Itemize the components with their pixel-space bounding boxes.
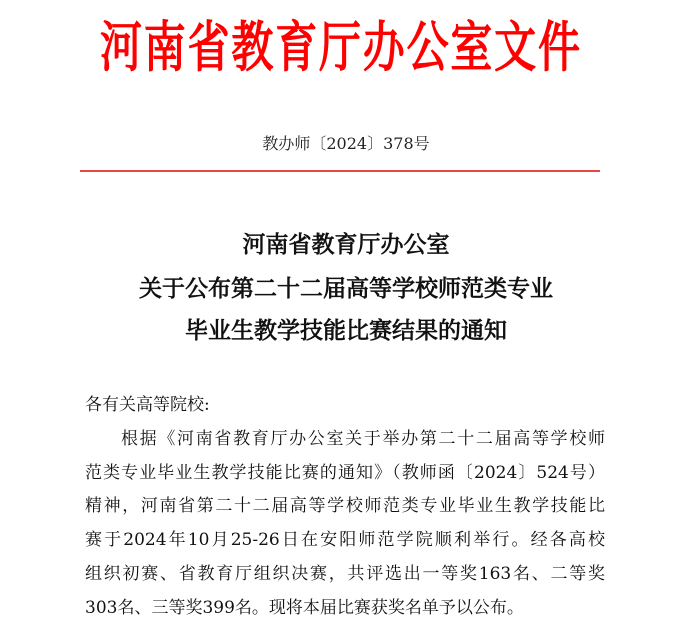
salutation: 各有关高等院校:	[85, 395, 210, 415]
body-line-5: 组织初赛、省教育厅组织决赛，共评选出一等奖163名、二等奖	[85, 564, 605, 584]
red-divider	[80, 170, 600, 172]
body-line-4: 赛于2024年10月25-26日在安阳师范学院顺利举行。经各高校	[85, 530, 605, 550]
title-line-1: 河南省教育厅办公室	[242, 231, 450, 258]
body-line-3: 精神，河南省第二十二届高等学校师范类专业毕业生教学技能比	[85, 496, 605, 516]
body-line-1: 根据《河南省教育厅办公室关于举办第二十二届高等学校师	[121, 429, 605, 449]
body-line-2: 范类专业毕业生教学技能比赛的通知》（教师函〔2024〕524号）	[85, 463, 605, 483]
document-number: 教办师〔2024〕378号	[262, 134, 430, 153]
title-line-2: 关于公布第二十二届高等学校师范类专业	[139, 275, 553, 302]
title-line-3: 毕业生教学技能比赛结果的通知	[185, 317, 507, 344]
document-masthead: 河南省教育厅办公室文件	[100, 15, 580, 80]
body-line-6: 303名、三等奖399名。现将本届比赛获奖名单予以公布。	[85, 598, 524, 618]
